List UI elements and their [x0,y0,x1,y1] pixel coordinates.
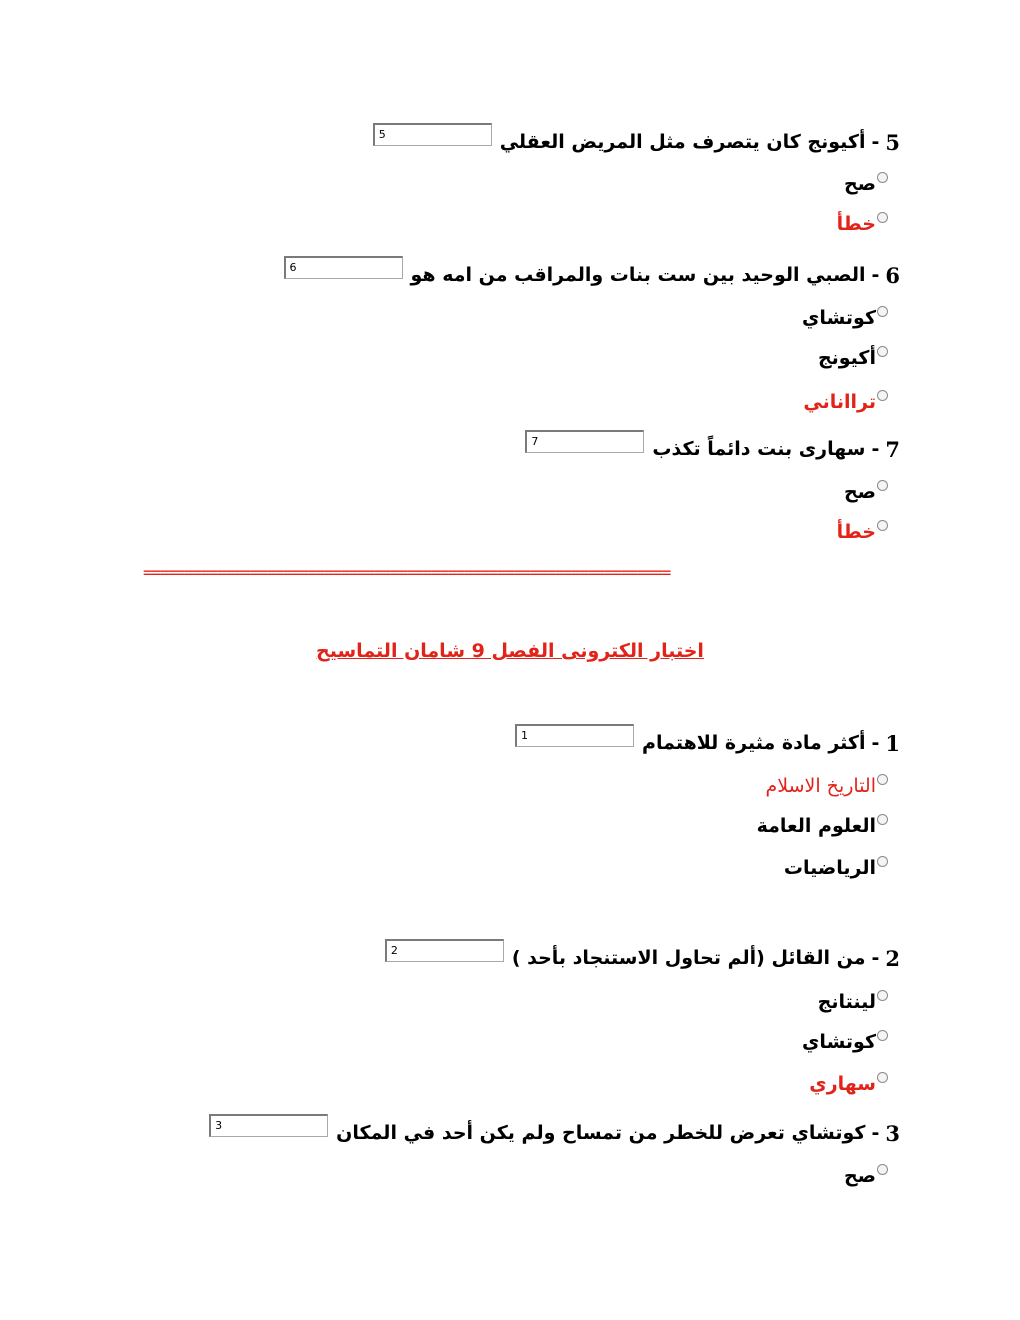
option-q1-2[interactable]: العلوم العامة [757,812,888,840]
option-q6-1[interactable]: كوتشاي [802,304,888,332]
question-number: 3 [885,1120,900,1146]
radio-icon[interactable] [877,774,888,785]
answer-input[interactable] [525,430,644,453]
option-q1-1[interactable]: التاريخ الاسلام [766,772,889,800]
option-q5-2[interactable]: خطأ [837,210,888,238]
radio-icon[interactable] [877,480,888,491]
radio-icon[interactable] [877,1030,888,1041]
question-text: الصبي الوحيد بين ست بنات والمراقب من امه هو [410,264,866,286]
question-2: 2 - من القائل (ألم تحاول الاستنجاد بأحد ) 2 [385,943,900,973]
question-number: 7 [885,436,900,462]
radio-icon[interactable] [877,990,888,1001]
radio-icon[interactable] [877,814,888,825]
question-number: 5 [885,129,900,155]
radio-icon[interactable] [877,520,888,531]
radio-icon[interactable] [877,1164,888,1175]
question-7: 7 - سهارى بنت دائماً تكذب 7 [525,434,900,464]
answer-input[interactable] [284,256,403,279]
radio-icon[interactable] [877,172,888,183]
question-5: 5 - أكيونج كان يتصرف مثل المريض العقلي 5 [373,127,900,157]
option-q5-1[interactable]: صح [844,170,888,198]
answer-input[interactable] [209,1114,328,1137]
option-q3-1[interactable]: صح [844,1162,888,1190]
option-q2-3[interactable]: سهاري [809,1070,888,1098]
section-title: اختبار الكترونى الفصل 9 شامان التماسيح [316,640,704,662]
question-3: 3 - كوتشاي تعرض للخطر من تمساح ولم يكن أحد في المكان 3 [209,1118,900,1148]
option-q6-3[interactable]: ترااناني [803,388,888,416]
answer-input[interactable] [385,939,504,962]
question-6: 6 - الصبي الوحيد بين ست بنات والمراقب من امه هو 6 [284,260,901,290]
option-q2-1[interactable]: لينتانج [818,988,888,1016]
question-number: 6 [885,262,900,288]
radio-icon[interactable] [877,346,888,357]
option-q7-2[interactable]: خطأ [837,518,888,546]
option-q1-3[interactable]: الرياضيات [784,854,888,882]
radio-icon[interactable] [877,856,888,867]
radio-icon[interactable] [877,212,888,223]
question-number: 1 [885,730,900,756]
question-text: سهارى بنت دائماً تكذب [652,438,866,460]
option-q7-1[interactable]: صح [844,478,888,506]
option-q6-2[interactable]: أكيونج [818,344,888,372]
question-text: أكيونج كان يتصرف مثل المريض العقلي [499,131,866,153]
option-q2-2[interactable]: كوتشاي [802,1028,888,1056]
answer-input[interactable] [373,123,492,146]
radio-icon[interactable] [877,306,888,317]
radio-icon[interactable] [877,1072,888,1083]
radio-icon[interactable] [877,390,888,401]
question-text: كوتشاي تعرض للخطر من تمساح ولم يكن أحد في المكان [336,1122,866,1144]
question-1: 1 - أكثر مادة مثيرة للاهتمام 1 [515,728,900,758]
question-text: من القائل (ألم تحاول الاستنجاد بأحد ) [511,947,866,969]
separator-line: ================================================================ [143,563,670,582]
question-number: 2 [885,945,900,971]
question-text: أكثر مادة مثيرة للاهتمام [642,732,866,754]
answer-input[interactable] [515,724,634,747]
